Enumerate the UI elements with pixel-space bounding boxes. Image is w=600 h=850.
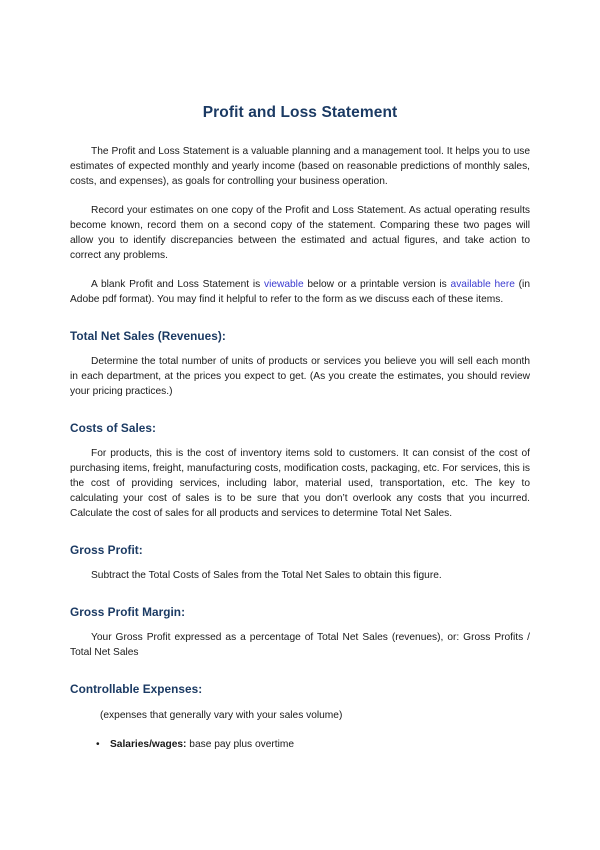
section-heading-total-net-sales: Total Net Sales (Revenues): bbox=[70, 329, 226, 343]
viewable-link[interactable]: viewable bbox=[263, 279, 304, 290]
section-heading-controllable-expenses: Controllable Expenses: bbox=[70, 682, 203, 696]
controllable-expenses-list bbox=[70, 737, 530, 752]
section-heading-gross-profit: Gross Profit: bbox=[70, 543, 143, 557]
section-body-total-net-sales: Determine the total number of units of products or services you believe you will sell each month in each department, at the prices you expect to get. (As you create the estimates, you should review your pricing practices.) bbox=[70, 356, 530, 397]
list-item bbox=[70, 737, 530, 752]
link-paragraph-segment-3: (in Adobe pdf format). You may find it helpful to refer to the form as we discuss each of these items. bbox=[70, 279, 530, 305]
bullet-point-icon: • bbox=[96, 739, 100, 750]
section-heading-costs-of-sales: Costs of Sales: bbox=[70, 421, 156, 435]
section-body-gross-profit-margin: Your Gross Profit expressed as a percentage of Total Net Sales (revenues), or: Gross Profits / Total Net Sales bbox=[70, 632, 530, 658]
link-paragraph-segment-2: below or a printable version is bbox=[303, 279, 451, 290]
section-body-costs-of-sales: For products, this is the cost of inventory items sold to customers. It can consist of the cost of purchasing items, freight, manufacturing costs, modification costs, packaging, etc. For services, this is the cost of providing services, including labor, material used, transportation, etc. The key to calculating your cost of sales is to be sure that you don’t overlook any costs that you incurred. Calculate the cost of sales for all products and services to determine Total Net Sales. bbox=[70, 448, 530, 519]
controllable-expenses-note: (expenses that generally vary with your sales volume) bbox=[100, 710, 343, 721]
section-heading-gross-profit-margin: Gross Profit Margin: bbox=[70, 605, 186, 619]
intro-paragraph-1: The Profit and Loss Statement is a valuable planning and a management tool. It helps you to use estimates of expected monthly and yearly income (based on reasonable predictions of monthly sales, costs, and expenses), as goals for controlling your business operation. bbox=[70, 146, 530, 187]
list-item-term: Salaries/wages: bbox=[110, 739, 187, 750]
link-paragraph bbox=[70, 277, 530, 307]
section-body-gross-profit: Subtract the Total Costs of Sales from the Total Net Sales to obtain this figure. bbox=[91, 570, 442, 581]
available-here-link[interactable]: available here bbox=[450, 279, 515, 290]
document-content bbox=[70, 0, 530, 752]
intro-paragraph-2: Record your estimates on one copy of the Profit and Loss Statement. As actual operating results become known, record them on a second copy of the statement. Comparing these two pages will allow you to identify discrepancies between the estimated and actual figures, and take action to correct any problems. bbox=[70, 205, 530, 261]
page-title: Profit and Loss Statement bbox=[202, 104, 398, 121]
list-item-description: base pay plus overtime bbox=[186, 739, 295, 750]
link-paragraph-segment-1: A blank Profit and Loss Statement is bbox=[91, 279, 264, 290]
